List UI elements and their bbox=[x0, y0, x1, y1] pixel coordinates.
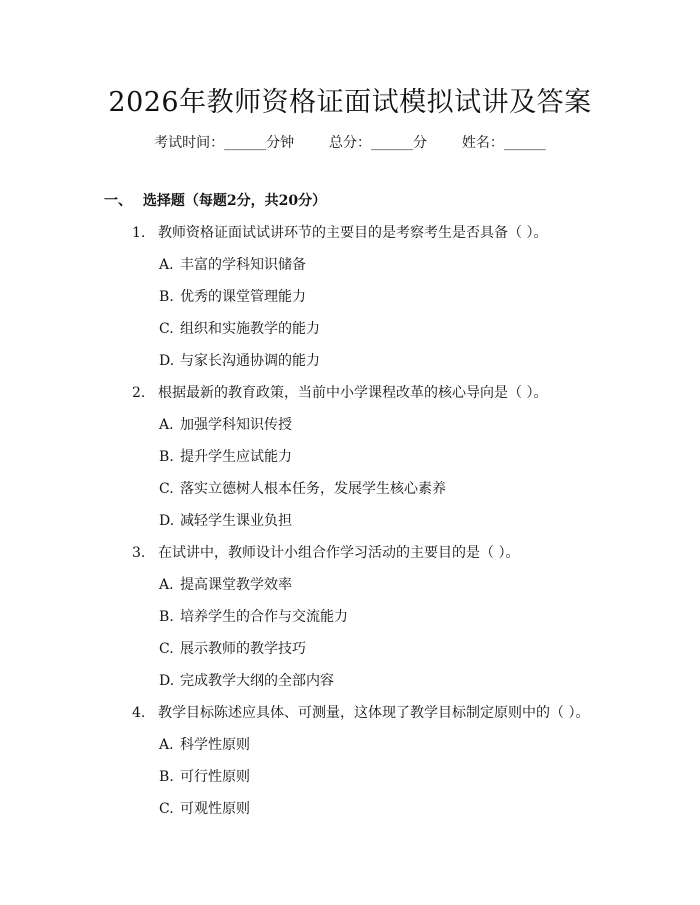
question-3-option-c bbox=[159, 638, 306, 658]
option-text: 可观性原则 bbox=[180, 801, 250, 817]
question-3 bbox=[132, 542, 519, 562]
option-letter: A. bbox=[159, 737, 174, 753]
option-text: 减轻学生课业负担 bbox=[180, 513, 292, 529]
question-4-option-a bbox=[159, 734, 250, 754]
question-number: 2. bbox=[132, 385, 146, 401]
question-1-option-a bbox=[159, 254, 306, 274]
question-number: 1. bbox=[132, 225, 146, 241]
section-title: 选择题（每题2分，共20分） bbox=[142, 193, 327, 209]
option-letter: C. bbox=[159, 641, 174, 657]
option-text: 落实立德树人根本任务，发展学生核心素养 bbox=[180, 481, 446, 497]
question-text: 根据最新的教育政策，当前中小学课程改革的核心导向是（ ）。 bbox=[158, 385, 548, 401]
question-3-option-b bbox=[159, 606, 348, 626]
question-3-option-d bbox=[159, 670, 334, 690]
question-2-option-d bbox=[159, 510, 292, 530]
exam-time-field: 考试时间：______分钟 bbox=[154, 135, 295, 151]
question-1 bbox=[132, 222, 547, 242]
total-score-field: 总分：______分 bbox=[329, 135, 427, 151]
option-text: 培养学生的合作与交流能力 bbox=[180, 609, 348, 625]
question-2 bbox=[132, 382, 547, 402]
option-letter: B. bbox=[159, 769, 174, 785]
option-text: 科学性原则 bbox=[180, 737, 250, 753]
question-3-option-a bbox=[159, 574, 292, 594]
option-text: 与家长沟通协调的能力 bbox=[180, 353, 320, 369]
option-letter: B. bbox=[159, 289, 174, 305]
question-number: 4. bbox=[132, 705, 146, 721]
question-4-option-b bbox=[159, 766, 250, 786]
option-letter: C. bbox=[159, 481, 174, 497]
option-letter: C. bbox=[159, 801, 174, 817]
option-letter: D. bbox=[159, 513, 175, 529]
option-letter: A. bbox=[159, 577, 174, 593]
question-4 bbox=[132, 702, 589, 722]
document-title: 2026年教师资格证面试模拟试讲及答案 bbox=[108, 87, 592, 118]
option-text: 丰富的学科知识储备 bbox=[180, 257, 306, 273]
question-text: 教学目标陈述应具体、可测量，这体现了教学目标制定原则中的（ ）。 bbox=[158, 705, 590, 721]
option-letter: D. bbox=[159, 353, 175, 369]
option-letter: A. bbox=[159, 257, 174, 273]
question-text: 教师资格证面试试讲环节的主要目的是考察考生是否具备（ ）。 bbox=[158, 225, 548, 241]
option-letter: A. bbox=[159, 417, 174, 433]
option-text: 展示教师的教学技巧 bbox=[180, 641, 306, 657]
question-text: 在试讲中，教师设计小组合作学习活动的主要目的是（ ）。 bbox=[158, 545, 520, 561]
question-4-option-c bbox=[159, 798, 250, 818]
question-2-option-a bbox=[159, 414, 292, 434]
option-text: 提升学生应试能力 bbox=[180, 449, 292, 465]
option-text: 完成教学大纲的全部内容 bbox=[180, 673, 334, 689]
section-heading bbox=[104, 190, 326, 210]
question-2-option-b bbox=[159, 446, 292, 466]
option-text: 优秀的课堂管理能力 bbox=[180, 289, 306, 305]
question-1-option-d bbox=[159, 350, 320, 370]
option-text: 提高课堂教学效率 bbox=[180, 577, 292, 593]
question-2-option-c bbox=[159, 478, 446, 498]
section-number: 一、 bbox=[104, 193, 132, 209]
exam-info-line bbox=[0, 132, 700, 152]
option-text: 可行性原则 bbox=[180, 769, 250, 785]
question-1-option-b bbox=[159, 286, 306, 306]
option-text: 加强学科知识传授 bbox=[180, 417, 292, 433]
option-letter: B. bbox=[159, 609, 174, 625]
name-field: 姓名：______ bbox=[461, 135, 546, 151]
option-text: 组织和实施教学的能力 bbox=[180, 321, 320, 337]
option-letter: C. bbox=[159, 321, 174, 337]
question-1-option-c bbox=[159, 318, 320, 338]
option-letter: B. bbox=[159, 449, 174, 465]
question-number: 3. bbox=[132, 545, 146, 561]
option-letter: D. bbox=[159, 673, 175, 689]
